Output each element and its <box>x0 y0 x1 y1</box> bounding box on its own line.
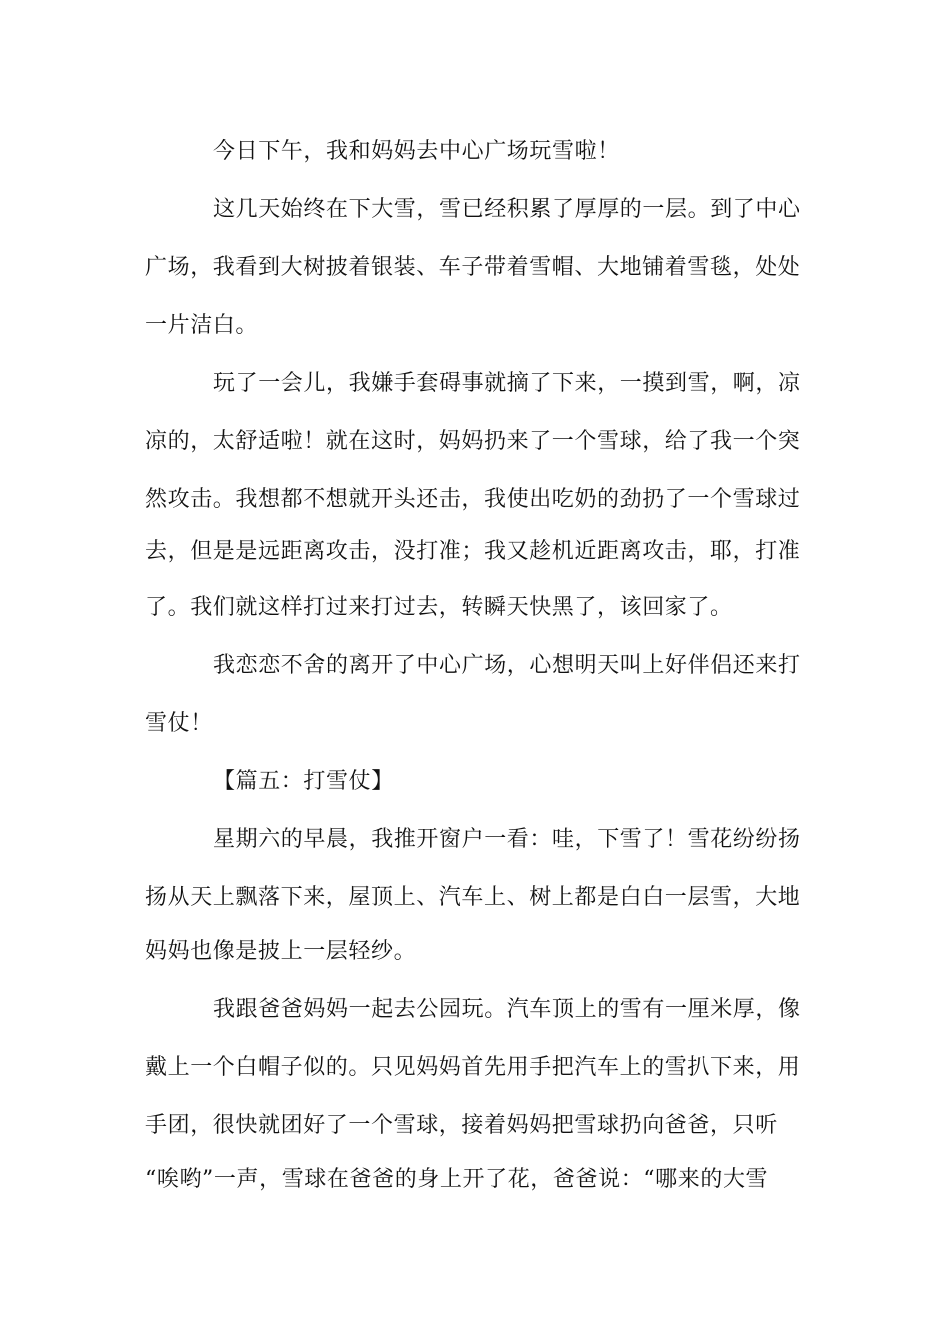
paragraph-6-line-2: 戴上一个白帽子似的。只见妈妈首先用手把汽车上的雪扒下来，用 <box>145 1055 801 1080</box>
paragraph-2-line-3: 一片洁白。 <box>145 313 259 338</box>
paragraph-6-line-1: 我跟爸爸妈妈一起去公园玩。汽车顶上的雪有一厘米厚，像 <box>213 997 801 1022</box>
section-heading: 【篇五：打雪仗】 <box>213 769 394 794</box>
paragraph-3-line-3: 然攻击。我想都不想就开头还击，我使出吃奶的劲扔了一个雪球过 <box>145 487 801 512</box>
paragraph-6-line-4: “唉哟”一声，雪球在爸爸的身上开了花，爸爸说：“哪来的大雪 <box>145 1167 769 1192</box>
paragraph-5-line-3: 妈妈也像是披上一层轻纱。 <box>145 939 417 964</box>
paragraph-3-line-2: 凉的，太舒适啦！就在这时，妈妈扔来了一个雪球，给了我一个突 <box>145 429 801 454</box>
paragraph-4-line-1: 我恋恋不舍的离开了中心广场，心想明天叫上好伴侣还来打 <box>213 653 801 678</box>
paragraph-5-line-1: 星期六的早晨，我推开窗户一看：哇，下雪了！雪花纷纷扬 <box>213 827 801 852</box>
paragraph-1-line-1: 今日下午，我和妈妈去中心广场玩雪啦！ <box>213 139 620 164</box>
paragraph-5-line-2: 扬从天上飘落下来，屋顶上、汽车上、树上都是白白一层雪，大地 <box>145 885 801 910</box>
paragraph-3-line-5: 了。我们就这样打过来打过去，转瞬天快黑了，该回家了。 <box>145 595 733 620</box>
paragraph-6-line-3: 手团，很快就团好了一个雪球，接着妈妈把雪球扔向爸爸，只听 <box>145 1113 778 1138</box>
paragraph-3-line-1: 玩了一会儿，我嫌手套碍事就摘了下来，一摸到雪，啊，凉 <box>213 371 801 396</box>
paragraph-4-line-2: 雪仗！ <box>145 711 213 736</box>
paragraph-2-line-1: 这几天始终在下大雪，雪已经积累了厚厚的一层。到了中心 <box>213 197 801 222</box>
paragraph-3-line-4: 去，但是是远距离攻击，没打准；我又趁机近距离攻击，耶，打准 <box>145 539 801 564</box>
paragraph-2-line-2: 广场，我看到大树披着银装、车子带着雪帽、大地铺着雪毯，处处 <box>145 255 801 280</box>
